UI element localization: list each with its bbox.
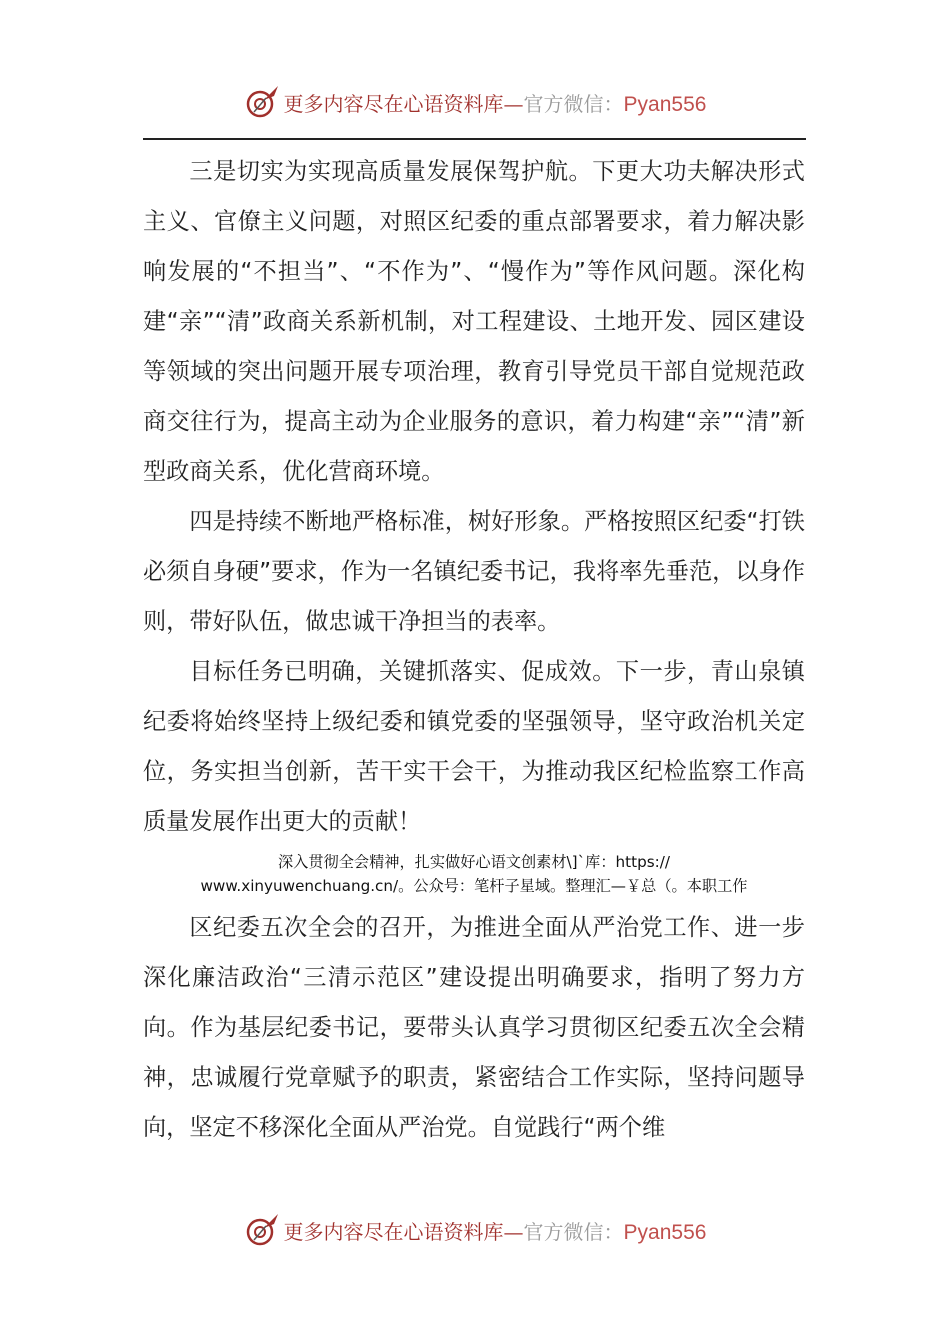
- header-banner-text: 更多内容尽在心语资料库—官方微信：Pyan556: [283, 91, 707, 116]
- header-divider: [143, 138, 806, 140]
- source-note: [143, 850, 805, 898]
- footer-banner-text: 更多内容尽在心语资料库—官方微信：Pyan556: [283, 1219, 707, 1244]
- quill-logo-icon: [244, 84, 280, 120]
- header-banner: [0, 82, 950, 122]
- paragraph-4: 区纪委五次全会的召开，为推进全面从严治党工作、进一步深化廉洁政治“三清示范区”建设提出明确要求，指明了努力方向。作为基层纪委书记，要带头认真学习贯彻区纪委五次全会精神，忠诚履行党章赋予的职责，紧密结合工作实际，坚持问题导向，坚定不移深化全面从严治党。自觉践行“两个维: [143, 914, 805, 1141]
- quill-logo-icon: [244, 1212, 280, 1248]
- footer-banner: [0, 1210, 950, 1250]
- document-body: [143, 147, 805, 1153]
- source-note-line-2: www.xinyuwenchuang.cn/。公众号：笔杆子星域。整理汇—￥总（。本职工作: [200, 877, 748, 895]
- source-note-line-1: 深入贯彻全会精神，扎实做好心语文创素材\]`库：https://: [277, 853, 670, 871]
- paragraph-1: 三是切实为实现高质量发展保驾护航。下更大功夫解决形式主义、官僚主义问题，对照区纪委的重点部署要求，着力解决影响发展的“不担当”、“不作为”、“慢作为”等作风问题。深化构建“亲”“清”政商关系新机制，对工程建设、土地开发、园区建设等领域的突出问题开展专项治理，教育引导党员干部自觉规范政商交往行为，提高主动为企业服务的意识，着力构建“亲”“清”新型政商关系，优化营商环境。: [143, 158, 805, 485]
- paragraph-3: 目标任务已明确，关键抓落实、促成效。下一步，青山泉镇纪委将始终坚持上级纪委和镇党委的坚强领导，坚守政治机关定位，务实担当创新，苦干实干会干，为推动我区纪检监察工作高质量发展作出更大的贡献！: [143, 658, 805, 835]
- paragraph-2: 四是持续不断地严格标准，树好形象。严格按照区纪委“打铁必须自身硬”要求，作为一名镇纪委书记，我将率先垂范，以身作则，带好队伍，做忠诚干净担当的表率。: [143, 508, 805, 635]
